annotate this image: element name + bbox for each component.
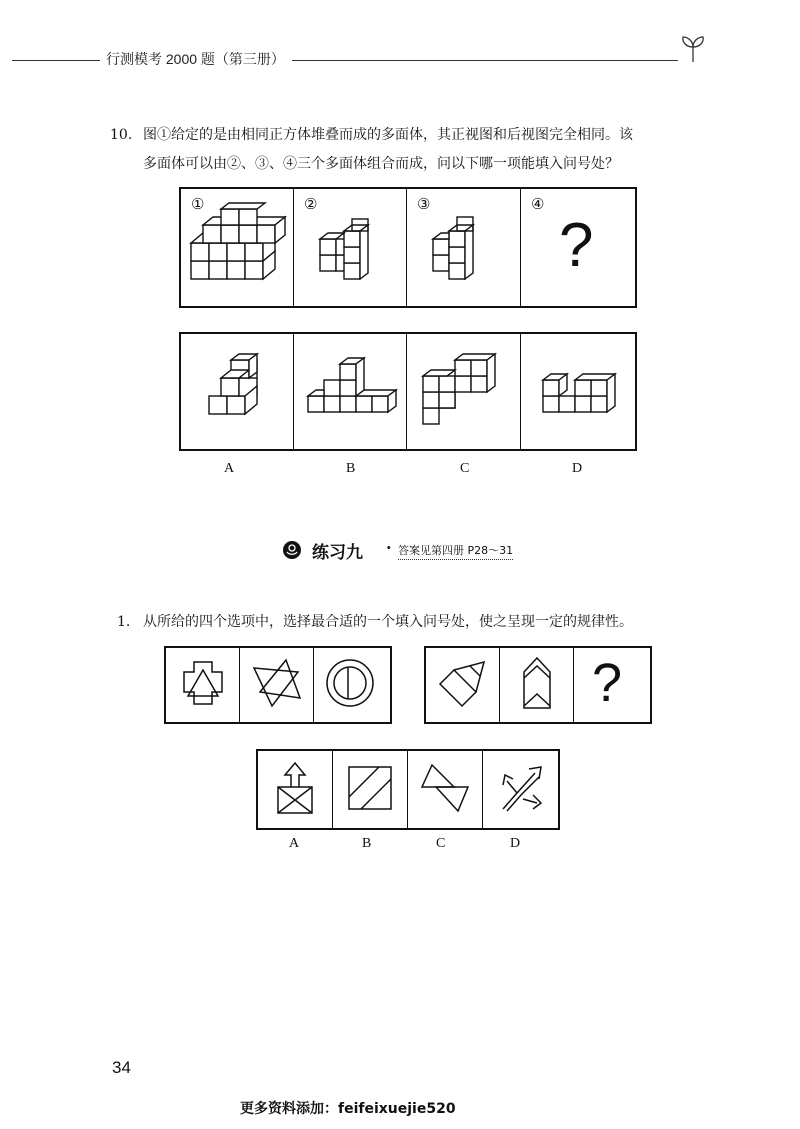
question-text-line: 从所给的四个选项中，选择最合适的一个填入问号处，使之呈现一定的规律性。 bbox=[143, 614, 633, 630]
figure-label: ③ bbox=[417, 195, 431, 213]
figure-cell-4 bbox=[521, 189, 635, 306]
cube-stack-figure bbox=[181, 334, 294, 445]
pentagon-chevron-figure bbox=[500, 648, 574, 718]
overlapping-triangles-figure bbox=[240, 648, 314, 718]
cube-stack-figure bbox=[521, 334, 635, 445]
answer-reference: 答案见第四册 P28～31 bbox=[398, 542, 513, 560]
q10-option-grid bbox=[179, 332, 637, 451]
question-number: 1. bbox=[117, 614, 131, 630]
question-mark: ? bbox=[592, 653, 623, 713]
figure-question-cell bbox=[574, 648, 646, 722]
figure-cell-1 bbox=[181, 189, 294, 306]
cube-stack-figure bbox=[294, 334, 407, 445]
section-separator: · bbox=[386, 538, 392, 557]
tilted-pentagon-arrow-figure bbox=[426, 648, 500, 718]
cross-with-triangle-figure bbox=[166, 648, 240, 718]
section-flower-icon bbox=[283, 541, 301, 559]
option-figure-a[interactable] bbox=[181, 334, 294, 449]
header-rule-right bbox=[292, 60, 678, 61]
question-text-line: 图①给定的是由相同正方体堆叠而成的多面体，其正视图和后视图完全相同。该 bbox=[143, 127, 633, 143]
option-label: D bbox=[510, 836, 521, 851]
hourglass-triangles-figure bbox=[408, 751, 483, 824]
figure-house-chevrons bbox=[500, 648, 574, 722]
question-number: 10. bbox=[110, 127, 133, 143]
cube-stack-figure bbox=[294, 189, 407, 302]
cube-stack-figure bbox=[407, 189, 521, 302]
option-label: C bbox=[436, 836, 446, 851]
figure-label: ② bbox=[304, 195, 318, 213]
question-text-line: 多面体可以由②、③、④三个多面体组合而成，问以下哪一项能填入问号处？ bbox=[143, 156, 619, 172]
q1-figure-row-2 bbox=[424, 646, 652, 724]
figure-cell-3 bbox=[407, 189, 521, 306]
option-label: B bbox=[346, 461, 356, 476]
figure-tilted-arrow bbox=[426, 648, 500, 722]
option-figure-b[interactable] bbox=[333, 751, 408, 828]
q10-figure-grid bbox=[179, 187, 637, 308]
figure-cross-triangle bbox=[166, 648, 240, 722]
figure-cell-2 bbox=[294, 189, 407, 306]
option-label: C bbox=[460, 461, 470, 476]
figure-circle-bar bbox=[314, 648, 386, 722]
envelope-arrow-figure bbox=[258, 751, 333, 824]
figure-label: ① bbox=[191, 195, 205, 213]
option-figure-a[interactable] bbox=[258, 751, 333, 828]
flower-icon bbox=[283, 541, 301, 559]
option-label: A bbox=[289, 836, 300, 851]
branching-arrows-figure bbox=[483, 751, 558, 824]
square-diagonals-figure bbox=[333, 751, 408, 824]
section-title: 练习九 bbox=[312, 543, 363, 563]
option-figure-d[interactable] bbox=[483, 751, 558, 828]
option-figure-c[interactable] bbox=[407, 334, 521, 449]
option-label: A bbox=[224, 461, 235, 476]
figure-two-triangles bbox=[240, 648, 314, 722]
footer-note: 更多资料添加：feifeixuejie520 bbox=[240, 1101, 456, 1117]
option-figure-d[interactable] bbox=[521, 334, 635, 449]
q1-figure-row-1 bbox=[164, 646, 392, 724]
nested-circles-figure bbox=[314, 648, 386, 718]
figure-label: ④ bbox=[531, 195, 545, 213]
sprout-icon bbox=[676, 32, 710, 64]
option-figure-b[interactable] bbox=[294, 334, 407, 449]
q1-option-row bbox=[256, 749, 560, 830]
header-rule-left bbox=[12, 60, 100, 61]
cube-stack-figure bbox=[407, 334, 521, 445]
option-label: B bbox=[362, 836, 372, 851]
cube-stack-figure bbox=[181, 189, 294, 302]
running-header-title: 行测模考 2000 题（第三册） bbox=[106, 51, 285, 67]
option-label: D bbox=[572, 461, 583, 476]
page-number: 34 bbox=[112, 1058, 131, 1077]
question-mark: ? bbox=[559, 211, 594, 280]
option-figure-c[interactable] bbox=[408, 751, 483, 828]
